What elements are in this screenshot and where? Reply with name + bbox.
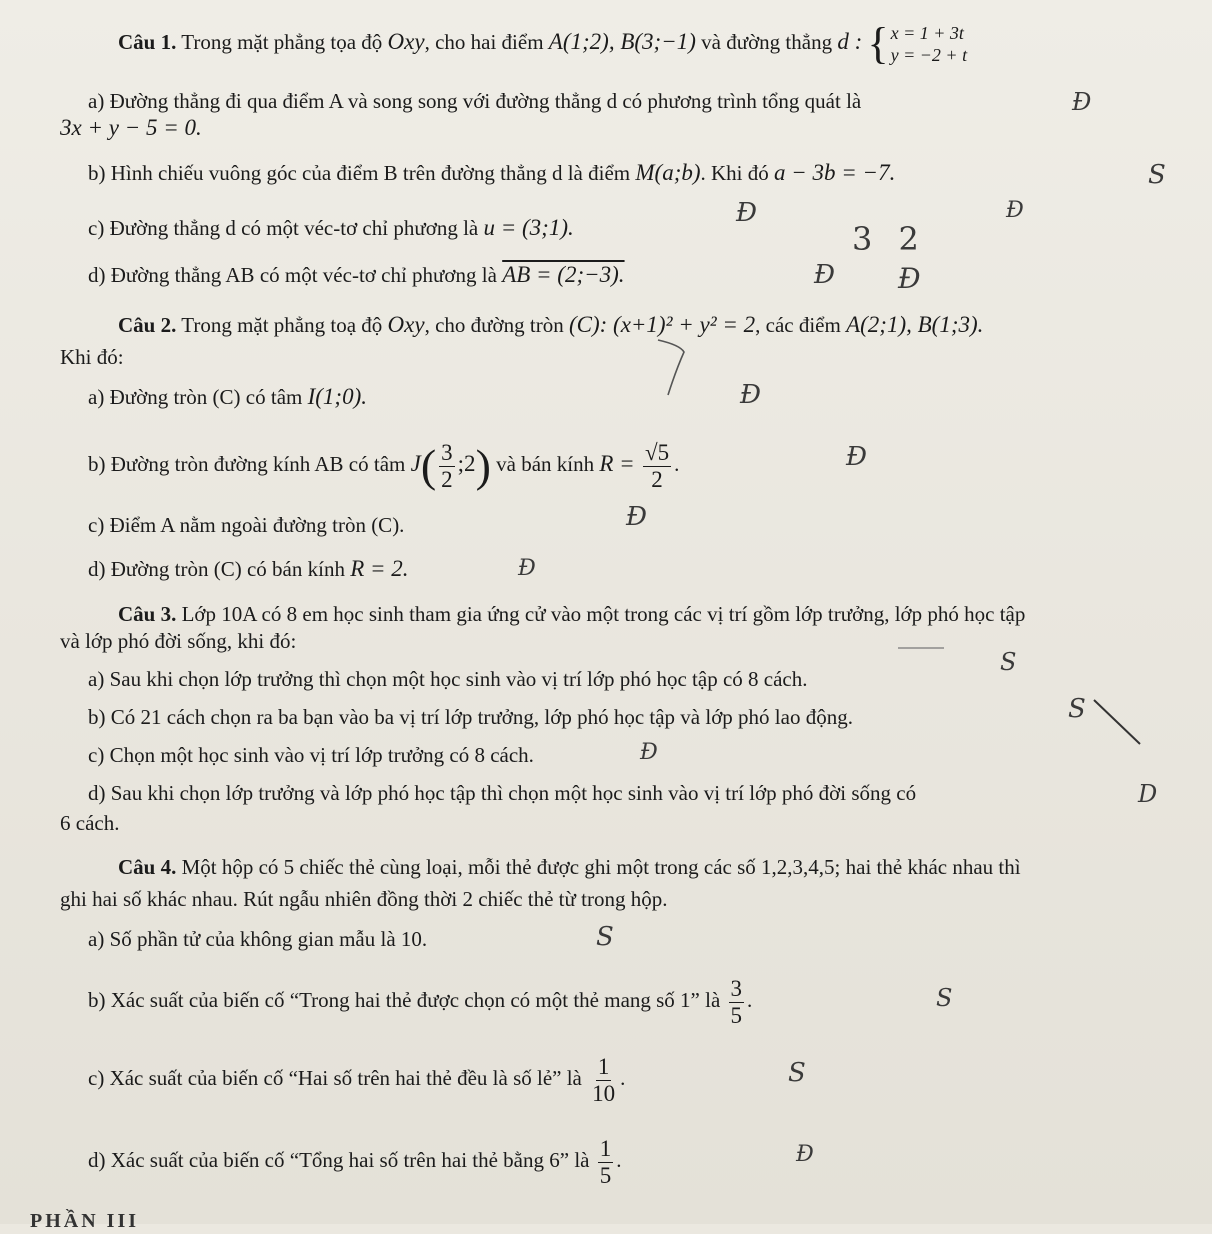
q4-d-den: 5 — [599, 1162, 612, 1188]
q1-a-eq: 3x + y − 5 = 0. — [60, 115, 202, 140]
hand-numbers-q1c: 3 2 — [852, 220, 927, 258]
hand-mark-q1a: Đ — [1072, 88, 1092, 116]
q3-d: d) Sau khi chọn lớp trưởng và lớp phó học tập thì chọn một học sinh vào vị trí lớp phó đời sống có — [88, 781, 917, 805]
hand-mark-q1c: Đ — [736, 198, 757, 228]
q1-c-text: c) Đường thẳng d có một véc-tơ chỉ phương là — [88, 216, 479, 240]
pen-stroke-q2 — [658, 340, 684, 395]
q1-b-text: b) Hình chiếu vuông góc của điểm B trên đường thẳng d là điểm — [88, 161, 631, 185]
hand-mark-q2a: Đ — [740, 380, 761, 410]
hand-mark-q1d-right: Đ — [898, 262, 921, 295]
q4-b: b) Xác suất của biến cố “Trong hai thẻ được chọn có một thẻ mang số 1” là $\frac{3}{5}$ . — [88, 975, 753, 1028]
q2-b-radius-text: và bán kính — [496, 452, 595, 476]
hand-mark-q4a: S — [596, 922, 614, 952]
q2-b-r-num: √5 — [644, 439, 670, 465]
q4-c-den: 10 — [592, 1080, 616, 1106]
q1-points: A(1;2), B(3;−1) — [548, 28, 696, 54]
q1-d-label: d : — [837, 28, 863, 54]
hand-mark-q3b: S — [1068, 694, 1086, 724]
q4-b-den: 5 — [730, 1002, 743, 1028]
hand-mark-q2c: Đ — [626, 502, 647, 532]
q2-d-R: R = 2. — [350, 556, 409, 581]
q4-label: Câu 4. — [118, 855, 177, 879]
q2-oxy: Oxy — [387, 312, 425, 337]
q4-d-text: d) Xác suất của biến cố “Tổng hai số trên hai thẻ bằng 6” là — [88, 1148, 590, 1172]
q4-line1: Một hộp có 5 chiếc thẻ cùng loại, mỗi thẻ được ghi một trong các số 1,2,3,4,5; hai thẻ khác nhau thì — [181, 855, 1021, 879]
q2-b-J: J — [410, 451, 421, 476]
q3-line1: Lớp 10A có 8 em học sinh tham gia ứng cử vào một trong các vị trí gồm lớp trưởng, lớp phó học tập — [181, 602, 1026, 626]
q4-c: c) Xác suất của biến cố “Hai số trên hai thẻ đều là số lẻ” là $\frac{1}{10}$ . — [88, 1053, 626, 1106]
hand-mark-q4c: S — [788, 1058, 806, 1088]
q1-param-system: { x = 1 + 3t y = −2 + t — [867, 19, 968, 68]
q2-points: A(2;1), B(1;3). — [846, 312, 984, 337]
q1-a: a) Đường thẳng đi qua điểm A và song song với đường thẳng d có phương trình tổng quát là — [88, 89, 862, 113]
hand-mark-q3a: S — [1000, 648, 1017, 676]
q2-c: c) Điểm A nằm ngoài đường tròn (C). — [88, 513, 405, 537]
hand-mark-q4b: S — [936, 984, 953, 1012]
q2-a-center: I(1;0). — [307, 384, 367, 409]
q4-b-text: b) Xác suất của biến cố “Trong hai thẻ được chọn có một thẻ mang số 1” là — [88, 988, 721, 1012]
q1-eq1: x = 1 + 3t — [890, 23, 964, 43]
q3-a: a) Sau khi chọn lớp trưởng thì chọn một học sinh vào vị trí lớp phó học tập có 8 cách. — [88, 667, 808, 691]
hand-mark-q3c: Đ — [640, 740, 658, 765]
hand-mark-q4d: Đ — [796, 1142, 814, 1167]
q4-b-num: 3 — [730, 975, 743, 1001]
q4-line2: ghi hai số khác nhau. Rút ngẫu nhiên đồng thời 2 chiếc thẻ từ trong hộp. — [60, 887, 668, 911]
q2-khi-do: Khi đó: — [60, 345, 124, 369]
q1-b-eq: a − 3b = −7. — [774, 160, 896, 185]
pen-stroke-q3b — [1094, 700, 1140, 744]
q1-d-vec: AB = (2;−3). — [502, 262, 625, 287]
q1-b-then: . Khi đó — [700, 161, 769, 185]
q2-intro: Trong mặt phẳng toạ độ — [181, 313, 383, 337]
hand-mark-q2d: Đ — [518, 556, 536, 581]
q3-line2: và lớp phó đời sống, khi đó: — [60, 629, 297, 653]
q2-mid: , cho đường tròn — [424, 313, 564, 337]
q1-eq2: y = −2 + t — [890, 45, 968, 65]
q2-b-R: R = — [599, 451, 635, 476]
q2-label: Câu 2. — [118, 313, 177, 337]
q3-d-cont: 6 cách. — [60, 811, 120, 835]
q1-d-text: d) Đường thẳng AB có một véc-tơ chỉ phương là — [88, 263, 497, 287]
q3-c: c) Chọn một học sinh vào vị trí lớp trưởng có 8 cách. — [88, 743, 534, 767]
q3-b: b) Có 21 cách chọn ra ba bạn vào ba vị trí lớp trưởng, lớp phó học tập và lớp phó lao động. — [88, 705, 853, 729]
q1-oxy: Oxy — [387, 28, 425, 54]
hand-mark-q1b: S — [1148, 160, 1166, 190]
q2-a-text: a) Đường tròn (C) có tâm — [88, 385, 303, 409]
hand-mark-q3d: D — [1138, 780, 1158, 808]
q2-b-r-den: 2 — [651, 466, 663, 492]
q2-d-text: d) Đường tròn (C) có bán kính — [88, 557, 345, 581]
q4-d-num: 1 — [599, 1135, 612, 1161]
q2-b-text: b) Đường tròn đường kính AB có tâm — [88, 452, 406, 476]
q4-d: d) Xác suất của biến cố “Tổng hai số trên hai thẻ bằng 6” là $\frac{1}{5}$ . — [88, 1135, 622, 1188]
q4-c-text: c) Xác suất của biến cố “Hai số trên hai thẻ đều là số lẻ” là — [88, 1066, 582, 1090]
q1-and-line: và đường thẳng — [701, 29, 833, 54]
q1-label: Câu 1. — [118, 29, 177, 54]
q2-b-center-rest: ;2 — [457, 451, 476, 476]
q1-intro: Trong mặt phẳng tọa độ — [181, 29, 383, 54]
q3-label: Câu 3. — [118, 602, 177, 626]
q1-c-vec: u = (3;1). — [483, 215, 574, 240]
q4-a: a) Số phần tử của không gian mẫu là 10. — [88, 927, 428, 951]
hand-mark-q1d: Đ — [814, 260, 835, 290]
q2-circle-eq: (C): (x+1)² + y² = 2 — [568, 312, 756, 337]
hand-mark-q2b: Đ — [846, 442, 867, 472]
q1-b-point: M(a;b) — [635, 160, 701, 185]
q2-points-text: , các điểm — [755, 313, 841, 337]
q2-b-frac-num: 3 — [441, 439, 453, 465]
q2-b-frac-den: 2 — [441, 466, 453, 492]
q2-b: b) Đường tròn đường kính AB có tâm J( $\frac{3}{2}$ ;2) và bán kính R = $\frac{√5}{2}$ . — [88, 439, 680, 492]
footer-partial-heading: PHẦN III — [30, 1210, 140, 1232]
q4-c-num: 1 — [597, 1053, 610, 1079]
q1-mid: , cho hai điểm — [424, 29, 544, 54]
hand-mark-q1c-right: Đ — [1006, 198, 1024, 223]
